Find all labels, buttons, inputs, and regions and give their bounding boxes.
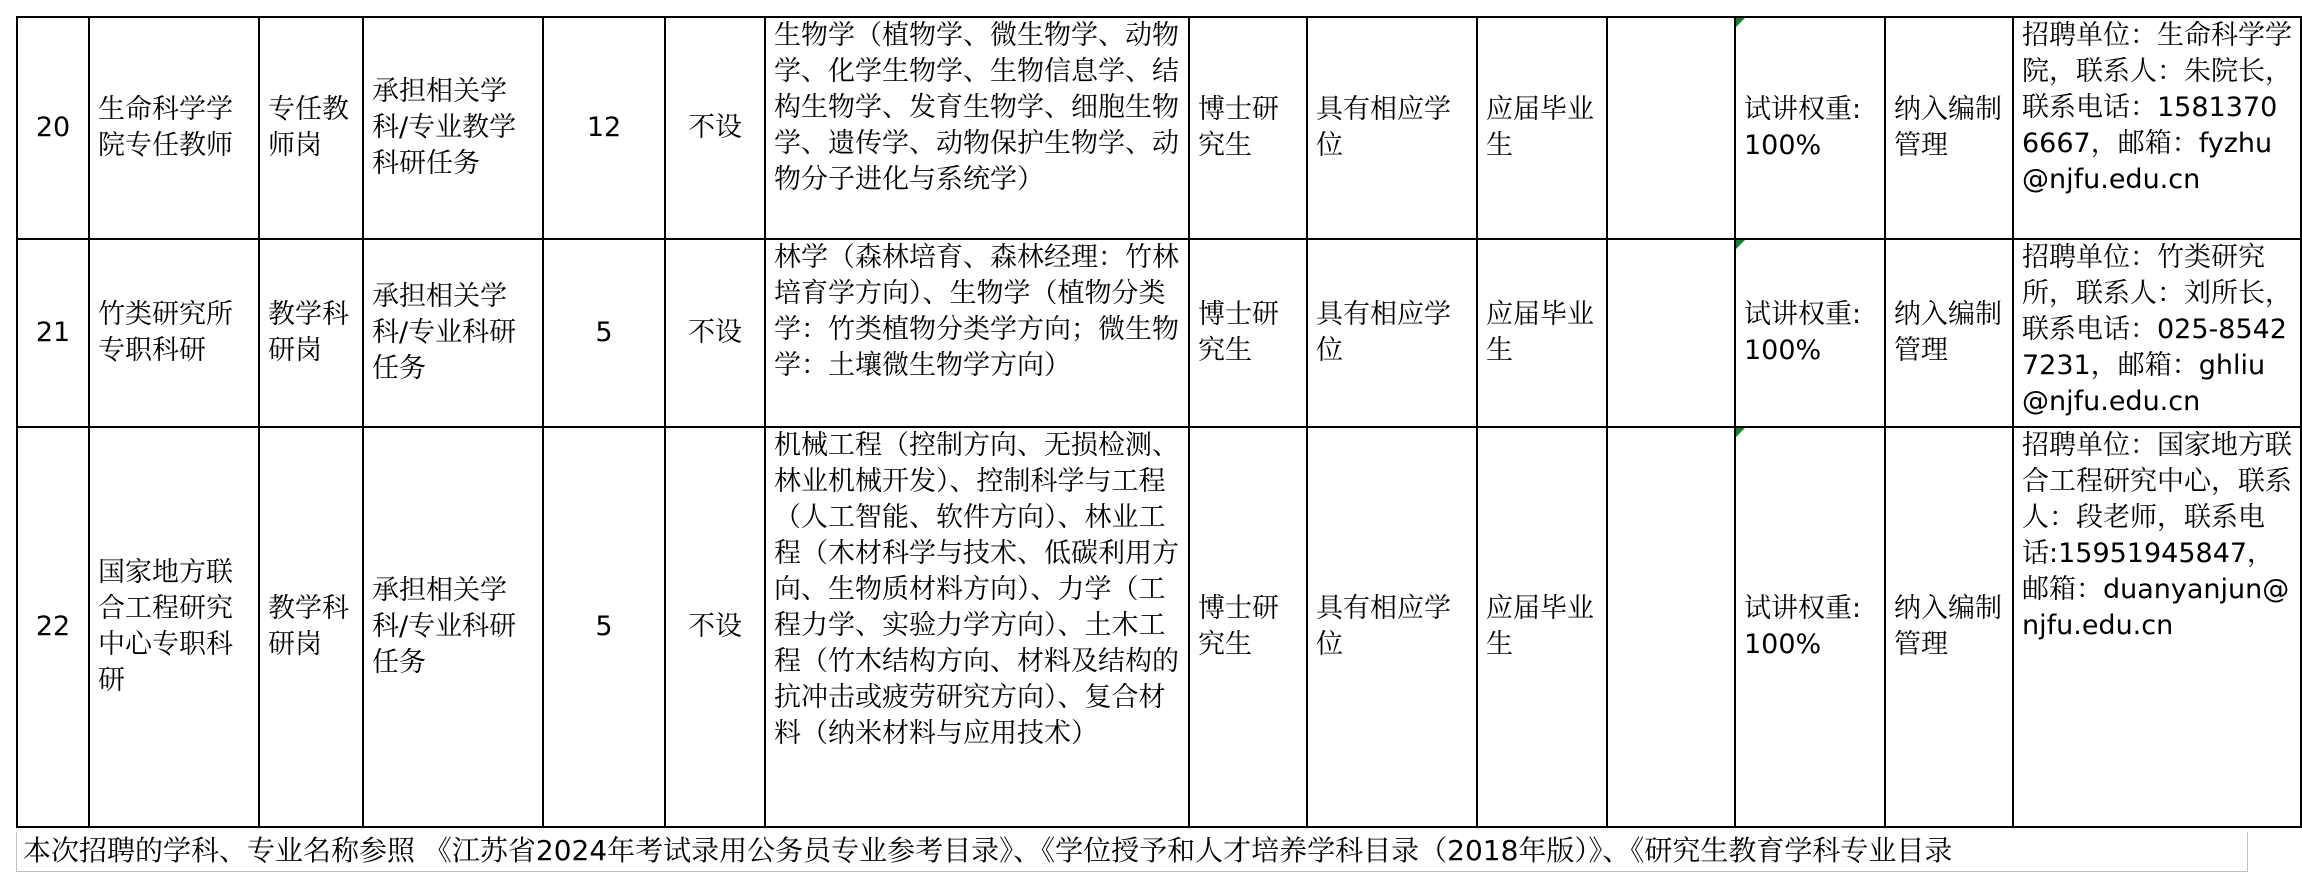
graduate-status-cell: 应届毕业生 <box>1477 239 1607 427</box>
staffing-cell: 纳入编制管理 <box>1885 17 2013 239</box>
comment-marker-icon <box>1736 18 1745 27</box>
contact-cell: 招聘单位：国家地方联合工程研究中心，联系人：段老师，联系电话:15951945847，邮箱：duanyanjun@njfu.edu.cn <box>2013 427 2301 827</box>
headcount-cell: 5 <box>543 427 665 827</box>
major-requirement-cell: 林学（森林培育、森林经理：竹林培育学方向）、生物学（植物分类学：竹类植物分类学方向；微生物学：土壤微生物学方向） <box>765 239 1189 427</box>
major-requirement-cell: 生物学（植物学、微生物学、动物学、化学生物学、生物信息学、结构生物学、发育生物学、细胞生物学、遗传学、动物保护生物学、动物分子进化与系统学） <box>765 17 1189 239</box>
contact-cell: 招聘单位：竹类研究所，联系人：刘所长，联系电话：025-85427231，邮箱：ghliu@njfu.edu.cn <box>2013 239 2301 427</box>
staffing-cell: 纳入编制管理 <box>1885 239 2013 427</box>
post-type-cell: 专任教师岗 <box>259 17 363 239</box>
exam-weight-text: 试讲权重:100% <box>1744 593 1862 660</box>
recruitment-table <box>16 16 2302 828</box>
post-type-cell: 教学科研岗 <box>259 239 363 427</box>
education-cell: 博士研究生 <box>1189 239 1307 427</box>
row-number: 20 <box>17 17 89 239</box>
department-cell: 国家地方联合工程研究中心专职科研 <box>89 427 259 827</box>
exam-weight-text: 试讲权重:100% <box>1744 299 1862 366</box>
row-number: 21 <box>17 239 89 427</box>
headcount-cell: 12 <box>543 17 665 239</box>
duty-cell: 承担相关学科/专业教学科研任务 <box>363 17 543 239</box>
headcount-cell: 5 <box>543 239 665 427</box>
degree-requirement-cell: 具有相应学位 <box>1307 17 1477 239</box>
ratio-limit-cell: 不设 <box>665 239 765 427</box>
education-cell: 博士研究生 <box>1189 17 1307 239</box>
exam-weight-cell <box>1735 239 1885 427</box>
comment-marker-icon <box>1736 240 1745 249</box>
ratio-limit-cell: 不设 <box>665 17 765 239</box>
staffing-cell: 纳入编制管理 <box>1885 427 2013 827</box>
table-footnote: 本次招聘的学科、专业名称参照 《江苏省2024年考试录用公务员专业参考目录》、《学位授予和人才培养学科目录（2018年版）》、《研究生教育学科专业目录 <box>16 832 2248 872</box>
comment-marker-icon <box>1736 428 1745 437</box>
table-row <box>17 17 2301 239</box>
other-requirement-cell <box>1607 427 1735 827</box>
department-cell: 生命科学学院专任教师 <box>89 17 259 239</box>
department-cell: 竹类研究所专职科研 <box>89 239 259 427</box>
degree-requirement-cell: 具有相应学位 <box>1307 239 1477 427</box>
other-requirement-cell <box>1607 239 1735 427</box>
degree-requirement-cell: 具有相应学位 <box>1307 427 1477 827</box>
education-cell: 博士研究生 <box>1189 427 1307 827</box>
contact-cell: 招聘单位：生命科学学院，联系人：朱院长，联系电话：15813706667，邮箱：fyzhu@njfu.edu.cn <box>2013 17 2301 239</box>
exam-weight-cell <box>1735 17 1885 239</box>
post-type-cell: 教学科研岗 <box>259 427 363 827</box>
other-requirement-cell <box>1607 17 1735 239</box>
graduate-status-cell: 应届毕业生 <box>1477 17 1607 239</box>
major-requirement-cell: 机械工程（控制方向、无损检测、林业机械开发）、控制科学与工程（人工智能、软件方向）、林业工程（木材科学与技术、低碳利用方向、生物质材料方向）、力学（工程力学、实验力学方向）、土木工程（竹木结构方向、材料及结构的抗冲击或疲劳研究方向）、复合材料（纳米材料与应用技术） <box>765 427 1189 827</box>
duty-cell: 承担相关学科/专业科研任务 <box>363 427 543 827</box>
graduate-status-cell: 应届毕业生 <box>1477 427 1607 827</box>
table-row <box>17 239 2301 427</box>
exam-weight-text: 试讲权重:100% <box>1744 94 1862 161</box>
duty-cell: 承担相关学科/专业科研任务 <box>363 239 543 427</box>
ratio-limit-cell: 不设 <box>665 427 765 827</box>
table-row <box>17 427 2301 827</box>
row-number: 22 <box>17 427 89 827</box>
exam-weight-cell <box>1735 427 1885 827</box>
